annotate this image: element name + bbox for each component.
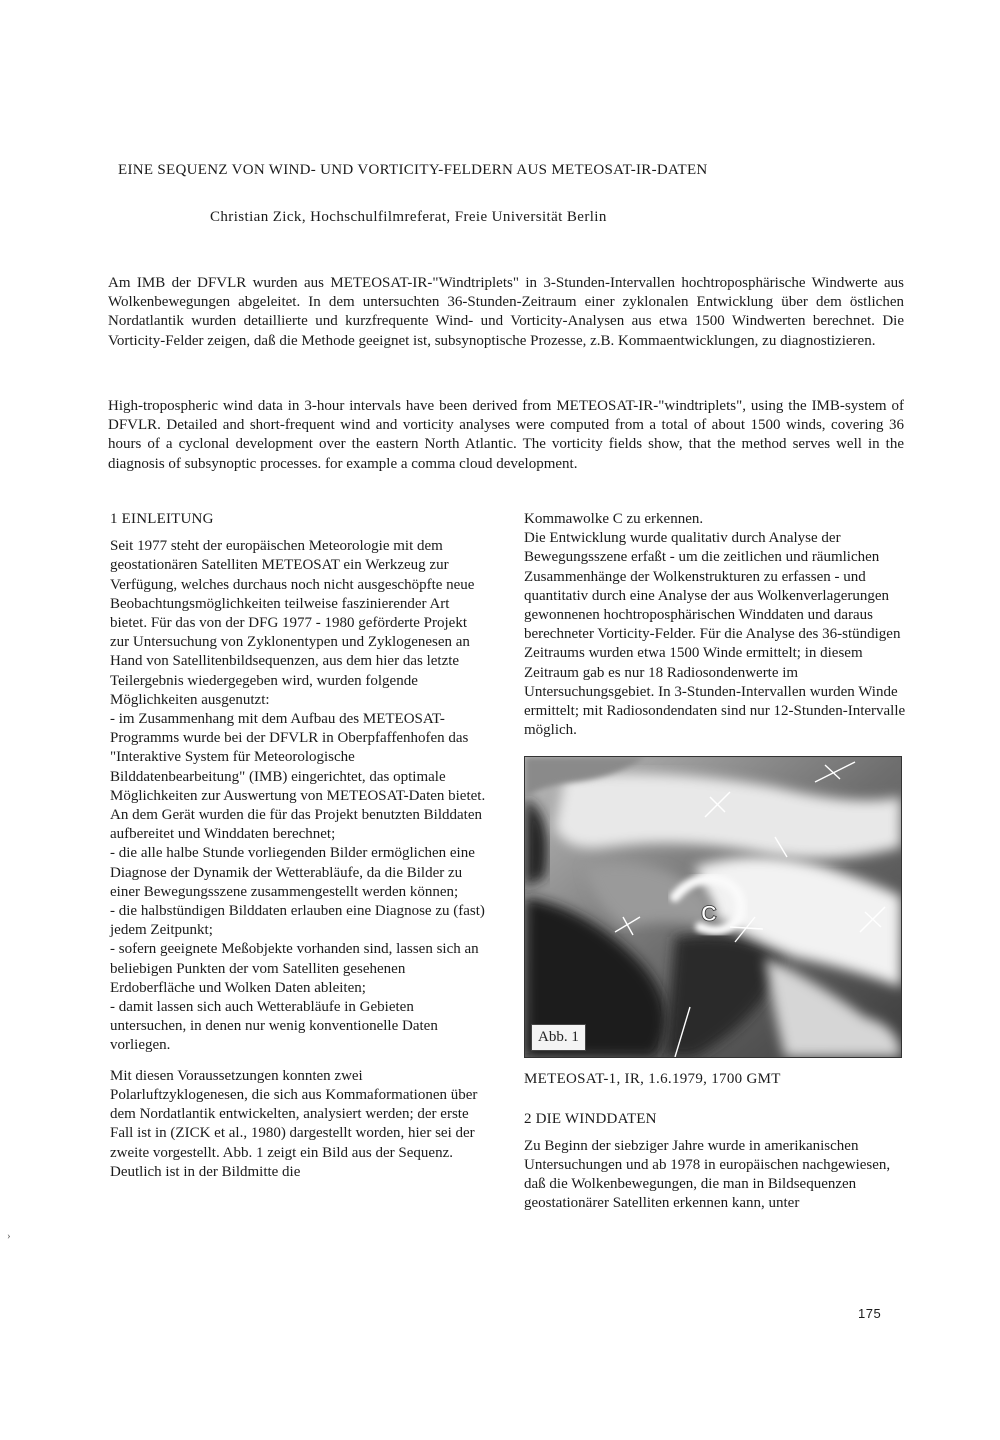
section-2-heading: 2 DIE WINDDATEN	[524, 1110, 657, 1127]
section-1-paragraph-3: Die Entwicklung wurde qualitativ durch Analyse der Bewegungsszene erfaßt - um die zeitlichen und räumlichen Zusammenhänge der Wolkenstrukturen zu erfassen - und quantitativ durch eine Analyse der aus Wolkenverlagerungen gewonnenen hochtroposphärischen Winddaten und daraus berechneter Vorticity-Felder. Für die Analyse des 36-stündigen Zeitraums wurden etwa 1500 Winde ermittelt; in diesem Zeitraum gab es nur 18 Radiosondenwerte im Untersuchungsgebiet. In 3-Stunden-Intervallen wurden Winde ermittelt; mit Radiosondendaten sind nur 12-Stunden-Intervalle möglich.	[524, 530, 906, 739]
continuation-text: Kommawolke C zu erkennen.	[524, 511, 704, 527]
figure-caption: METEOSAT-1, IR, 1.6.1979, 1700 GMT	[524, 1071, 781, 1088]
section-1-paragraph-2: Mit diesen Voraussetzungen konnten zwei Polarluftzyklogenesen, die sich aus Kommaformationen über dem Nordatlantik entwickelten, analysiert werden; der erste Fall ist in (ZICK et al., 1980) dargestellt worden, hier sei der zweite vorgestellt. Abb. 1 zeigt ein Bild aus der Sequenz. Deutlich ist in der Bildmitte die	[110, 1067, 478, 1180]
author-line: Christian Zick, Hochschulfilmreferat, Freie Universität Berlin	[210, 209, 607, 225]
section-1-intro: Seit 1977 steht der europäischen Meteorologie mit dem geostationären Satelliten METEOSAT ein Werkzeug zur Verfügung, welches durchaus noch nicht ausgeschöpfte neue Beobachtungsmöglichkeiten teilweise faszinierender Art bietet. Für das von der DFG 1977 - 1980 geförderte Projekt zur Untersuchung von Zyklonentypen und Zyklogenesen an Hand von Satellitenbildsequenzen, aus dem hier das letzte Teilergebnis wiedergegeben wird, wurden folgende Möglichkeiten ausgenutzt:	[110, 538, 475, 708]
abstract-german: Am IMB der DFVLR wurden aus METEOSAT-IR-"Windtriplets" in 3-Stunden-Intervallen hochtroposphärische Windwerte aus Wolkenbewegungen abgeleitet. In dem untersuchten 36-Stunden-Zeitraum einer zyklonalen Entwicklung über dem östlichen Nordatlantik wurden detaillierte und kurzfrequente Wind- und Vorticity-Analysen aus etwa 1500 Windwerten berechnet. Die Vorticity-Felder zeigen, daß die Methode geeignet ist, subsynoptische Prozesse, z.B. Kommaentwicklungen, zu diagnostizieren.	[108, 275, 904, 349]
bullet-item: - damit lassen sich auch Wetterabläufe in Gebieten untersuchen, in denen nur wenig konventionelle Daten vorliegen.	[110, 999, 438, 1054]
bullet-item: - sofern geeignete Meßobjekte vorhanden sind, lassen sich an beliebigen Punkten der vom Satelliten gesehenen Erdoberfläche und Wolken Daten ableiten;	[110, 941, 479, 996]
section-2-paragraph-1: Zu Beginn der siebziger Jahre wurde in amerikanischen Untersuchungen und ab 1978 in europäischen nachgewiesen, daß die Wolkenbewegungen, die man in Bildsequenzen geostationärer Satelliten erkennen kann, unter	[524, 1137, 891, 1212]
satellite-cloud-image	[525, 757, 901, 1057]
section-1-heading: 1 EINLEITUNG	[110, 511, 214, 527]
bullet-item: - die halbstündigen Bilddaten erlauben eine Diagnose zu (fast) jedem Zeitpunkt;	[110, 903, 485, 939]
margin-mark: ›	[7, 1230, 11, 1242]
figure-label: Abb. 1	[531, 1024, 586, 1051]
abstract-english: High-tropospheric wind data in 3-hour intervals have been derived from METEOSAT-IR-"windtriplets", using the IMB-system of DFVLR. Detailed and short-frequent wind and vorticity analyses were computed from a total of about 1500 winds, covering 36 hours of a cyclonal development over the eastern North Atlantic. The vorticity fields show, that the method serves well in the diagnosis of subsynoptic processes. for example a comma cloud development.	[108, 398, 904, 472]
comma-cloud-marker: C	[701, 901, 717, 927]
right-column	[524, 510, 906, 1214]
satellite-image-figure	[524, 756, 902, 1058]
bullet-item: - die alle halbe Stunde vorliegenden Bilder ermöglichen eine Diagnose der Dynamik der Wetterabläufe, da die Bilder zu einer Bewegungsszene zusammengestellt werden können;	[110, 845, 475, 900]
paper-title: EINE SEQUENZ VON WIND- UND VORTICITY-FELDERN AUS METEOSAT-IR-DATEN	[118, 162, 708, 178]
bullet-item: - im Zusammenhang mit dem Aufbau des METEOSAT-Programms wurde bei der DFVLR in Oberpfaffenhofen das "Interaktive System für Meteorologische Bilddatenbearbeitung" (IMB) eingerichtet, das optimale Möglichkeiten zur Auswertung von METEOSAT-Daten bietet. An dem Gerät wurden die für das Projekt benutzten Bilddaten aufbereitet und Winddaten berechnet;	[110, 711, 486, 843]
left-column	[110, 510, 486, 1182]
page-number: 175	[858, 1306, 882, 1321]
